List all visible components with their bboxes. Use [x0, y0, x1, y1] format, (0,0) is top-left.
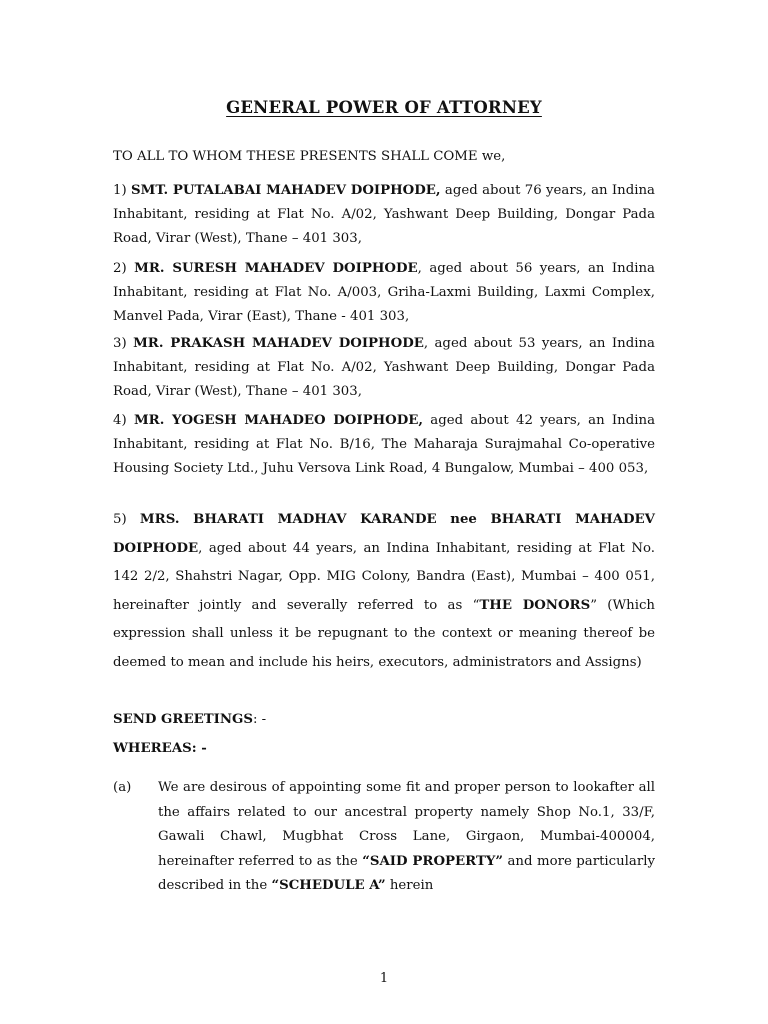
donor-paragraph-2 [113, 257, 655, 329]
clause-text-part: and more particularly described in the [158, 853, 655, 893]
donor-name: MR. YOGESH MAHADEO DOIPHODE, [133, 413, 424, 428]
clause-label: (a) [113, 780, 132, 795]
donor-details: , aged about 53 years, an Indina Inhabitant, residing at Flat No. A/02, Yashwant Deep Building, Dongar Pada Road, Virar (West), Thane – 401 303, [113, 336, 655, 399]
send-greetings-label: SEND GREETINGS [113, 712, 253, 727]
donor-number: 4) [113, 413, 127, 428]
donor-details: , aged about 56 years, an Indina Inhabitant, residing at Flat No. A/003, Griha-Laxmi Building, Laxmi Complex, Manvel Pada, Virar (East), Thane - 401 303, [113, 261, 655, 324]
send-greetings-line [113, 708, 655, 732]
clause-text-part: herein [385, 878, 434, 893]
donor-details: aged about 42 years, an Indina Inhabitant, residing at Flat No. B/16, The Maharaja Surajmahal Co-operative Housing Society Ltd., Juhu Versova Link Road, 4 Bungalow, Mumbai – 400 053, [113, 413, 655, 476]
donor-details: aged about 76 years, an Indina Inhabitant, residing at Flat No. A/02, Yashwant Deep Building, Dongar Pada Road, Virar (West), Thane – 401 303, [113, 183, 655, 246]
donor-paragraph-4 [113, 409, 655, 481]
clause-text [158, 776, 655, 899]
send-greetings-suffix: : - [252, 712, 267, 727]
donor-paragraph-1 [113, 179, 655, 251]
clause-text-part: We are desirous of appointing some fit and proper person to lookafter all the affairs related to our ancestral property namely Shop No.1, 33/F, Gawali Chawl, Mugbhat Cross Lane, Girgaon, Mumbai-400004, hereinafter referred to as the [158, 780, 655, 869]
donor-paragraph-3 [113, 332, 655, 404]
donor-name: MRS. BHARATI MADHAV KARANDE nee BHARATI MAHADEV DOIPHODE [113, 512, 655, 556]
defined-term: “SCHEDULE A” [271, 878, 386, 893]
defined-term: THE DONORS [479, 597, 591, 613]
donor-details: , aged about 44 years, an Indina Inhabitant, residing at Flat No. 142 2/2, Shahstri Nagar, Opp. MIG Colony, Bandra (East), Mumbai – 400 051, hereinafter jointly and severally referred to as “ [113, 540, 655, 613]
defined-term: “SAID PROPERTY” [362, 853, 504, 869]
donor-details-continued: ” (Which expression shall unless it be repugnant to the context or meaning thereof be deemed to mean and include his heirs, executors, administrators and Assigns) [113, 597, 655, 670]
whereas-label: WHEREAS: - [113, 741, 207, 756]
donor-paragraph-5 [113, 506, 655, 677]
donor-number: 3) [113, 336, 127, 351]
intro-paragraph: TO ALL TO WHOM THESE PRESENTS SHALL COME we, [113, 149, 506, 164]
donor-name: MR. PRAKASH MAHADEV DOIPHODE [133, 336, 424, 351]
donor-number: 5) [113, 512, 127, 527]
whereas-heading [113, 737, 655, 761]
donor-number: 1) [113, 183, 127, 198]
donor-name: SMT. PUTALABAI MAHADEV DOIPHODE, [131, 183, 441, 198]
donor-number: 2) [113, 261, 127, 276]
donor-name: MR. SURESH MAHADEV DOIPHODE [134, 261, 418, 276]
page-number: 1 [379, 971, 389, 986]
document-title: GENERAL POWER OF ATTORNEY [226, 98, 542, 117]
